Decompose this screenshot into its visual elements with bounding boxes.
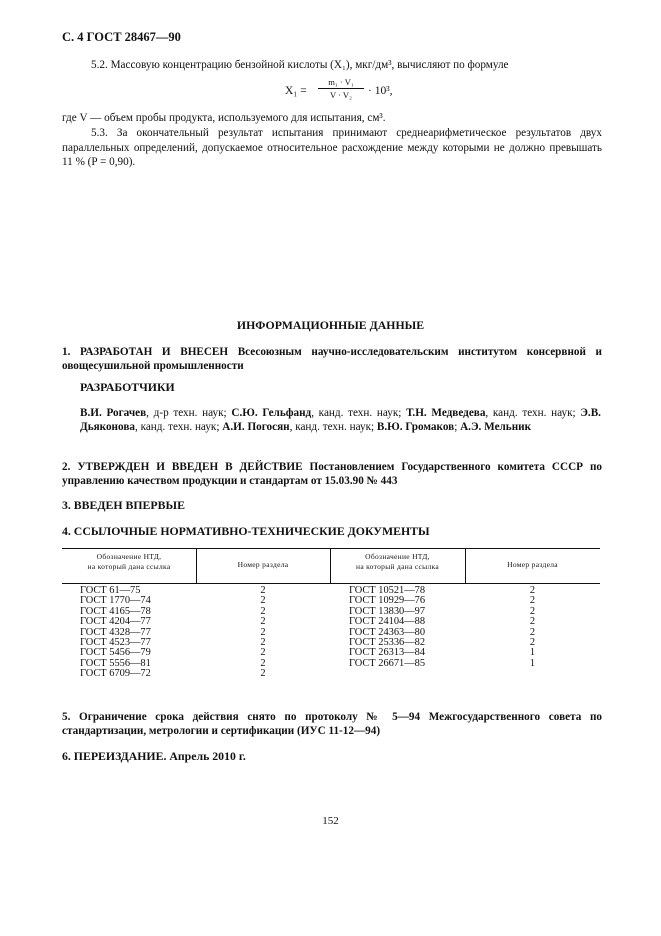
- right-section-column: [465, 586, 600, 669]
- paragraph-5-2: 5.2. Массовую концентрацию бензойной кислоты (X₁), мкг/дм³, вычисляют по формуле: [91, 59, 509, 71]
- table-top-rule: [62, 548, 600, 549]
- developer-name: А.Э. Мельник: [460, 421, 532, 434]
- formula-fraction: [318, 77, 364, 100]
- header-ntd-line1: Обозначение НТД,: [96, 552, 162, 561]
- table-cell-section: 2: [260, 605, 266, 617]
- developer-title: ;: [454, 421, 461, 434]
- table-cell-doc: ГОСТ 25336—82: [349, 636, 426, 648]
- table-cell-section: 2: [529, 616, 536, 628]
- table-cell-section: 2: [260, 616, 266, 628]
- left-doc-column: [80, 586, 196, 680]
- developer-name: Т.Н. Медведева: [406, 407, 486, 419]
- header-ntd-line1: Обозначение НТД,: [365, 552, 430, 561]
- table-cell-doc: ГОСТ 26671—85: [349, 657, 426, 669]
- table-cell-section: 2: [529, 585, 536, 596]
- developer-name: С.Ю. Гельфанд: [231, 407, 312, 419]
- formula-numerator: m₁ · V₁: [318, 77, 364, 89]
- developer-title: , канд. техн. наук;: [485, 407, 581, 419]
- table-cell-doc: ГОСТ 24104—88: [349, 616, 426, 628]
- info-item-1: 1. РАЗРАБОТАН И ВНЕСЕН Всесоюзным научно-исследовательским институтом консервной и овощесушильной промышленности: [62, 346, 602, 373]
- table-cell-doc: ГОСТ 24363—80: [349, 626, 426, 638]
- header-section-right: Номер раздела: [507, 560, 558, 569]
- table-cell-doc: ГОСТ 4523—77: [80, 636, 151, 648]
- table-cell-doc: ГОСТ 10929—76: [349, 595, 426, 607]
- table-cell-doc: ГОСТ 4165—78: [80, 605, 151, 617]
- table-cell-doc: ГОСТ 6709—72: [80, 668, 151, 680]
- info-item-3: 3. ВВЕДЕН ВПЕРВЫЕ: [62, 498, 185, 512]
- table-cell-section: 1: [529, 647, 536, 659]
- developer-title: , канд. техн. наук;: [311, 407, 407, 419]
- developers-list: [80, 406, 601, 435]
- developers-heading: РАЗРАБОТЧИКИ: [80, 380, 175, 394]
- formula-rhs: · 10³,: [368, 85, 393, 97]
- table-cell-doc: ГОСТ 1770—74: [80, 595, 151, 607]
- info-item-6: 6. ПЕРЕИЗДАНИЕ. Апрель 2010 г.: [62, 749, 246, 763]
- developer-title: , канд. техн. наук;: [134, 421, 223, 434]
- table-cell-section: 2: [260, 657, 266, 669]
- table-cell-section: 2: [260, 626, 266, 638]
- formula-explanation: где V — объем пробы продукта, используемого для испытания, см³.: [62, 112, 386, 124]
- table-cell-section: 2: [260, 636, 266, 648]
- developer-name: Э.В. Дьяконова: [80, 407, 601, 434]
- table-header-rule: [62, 583, 600, 584]
- table-cell-doc: ГОСТ 26313—84: [349, 647, 426, 659]
- header-ntd-left: [62, 552, 196, 571]
- table-cell-section: 2: [529, 605, 536, 617]
- table-cell-doc: ГОСТ 4328—77: [80, 626, 151, 638]
- developer-name: В.И. Рогачев: [80, 407, 147, 419]
- paragraph-5-3: 5.3. За окончательный результат испытания принимают среднеарифметическое результатов двух параллельных определений, допускаемое относительное расхождение между которыми не должно превышать 11 % (P = 0,90).: [62, 127, 602, 169]
- header-ntd-right: [330, 552, 465, 571]
- header-ntd-line2: на который дана ссылка: [356, 561, 439, 571]
- table-cell-section: 2: [529, 595, 536, 607]
- table-cell-doc: ГОСТ 4204—77: [80, 616, 151, 628]
- table-cell-doc: ГОСТ 10521—78: [349, 585, 426, 596]
- page-number: 152: [322, 815, 339, 827]
- info-item-5: 5. Ограничение срока действия снято по протоколу № 5—94 Межгосударственного совета по стандартизации, метрологии и сертификации (ИУС 11-12—94): [62, 711, 602, 738]
- left-section-column: [196, 586, 330, 680]
- developer-name: В.Ю. Громаков: [376, 421, 455, 434]
- developer-title: , д-р техн. наук;: [146, 407, 232, 419]
- info-item-2: 2. УТВЕРЖДЕН И ВВЕДЕН В ДЕЙСТВИЕ Постановлением Государственного комитета СССР по управлению качеством продукции и стандартам от 15.03.90 № 443: [62, 461, 602, 488]
- table-cell-doc: ГОСТ 61—75: [80, 585, 141, 596]
- formula-lhs: X₁ =: [285, 85, 307, 97]
- table-cell-section: 2: [529, 636, 536, 648]
- table-cell-doc: ГОСТ 13830—97: [349, 605, 426, 617]
- table-cell-doc: ГОСТ 5456—79: [80, 647, 151, 659]
- table-cell-section: 2: [529, 626, 536, 638]
- header-ntd-line2: на который дана ссылка: [87, 561, 171, 571]
- table-cell-section: 2: [260, 585, 266, 596]
- page-header: С. 4 ГОСТ 28467—90: [62, 30, 181, 44]
- header-section-left: Номер раздела: [237, 560, 289, 569]
- references-table: [62, 548, 600, 688]
- developer-title: , канд. техн. наук;: [289, 421, 377, 434]
- formula-denominator: V · V₂: [329, 90, 352, 100]
- table-cell-doc: ГОСТ 5556—81: [80, 657, 151, 669]
- table-cell-section: 2: [260, 668, 266, 680]
- table-cell-section: 1: [529, 657, 536, 669]
- table-cell-section: 2: [260, 647, 266, 659]
- table-cell-section: 2: [260, 595, 266, 607]
- info-item-4: 4. ССЫЛОЧНЫЕ НОРМАТИВНО-ТЕХНИЧЕСКИЕ ДОКУМЕНТЫ: [62, 524, 430, 538]
- right-doc-column: [349, 586, 465, 669]
- info-section-title: ИНФОРМАЦИОННЫЕ ДАННЫЕ: [236, 318, 425, 332]
- developer-name: А.И. Погосян: [222, 421, 290, 434]
